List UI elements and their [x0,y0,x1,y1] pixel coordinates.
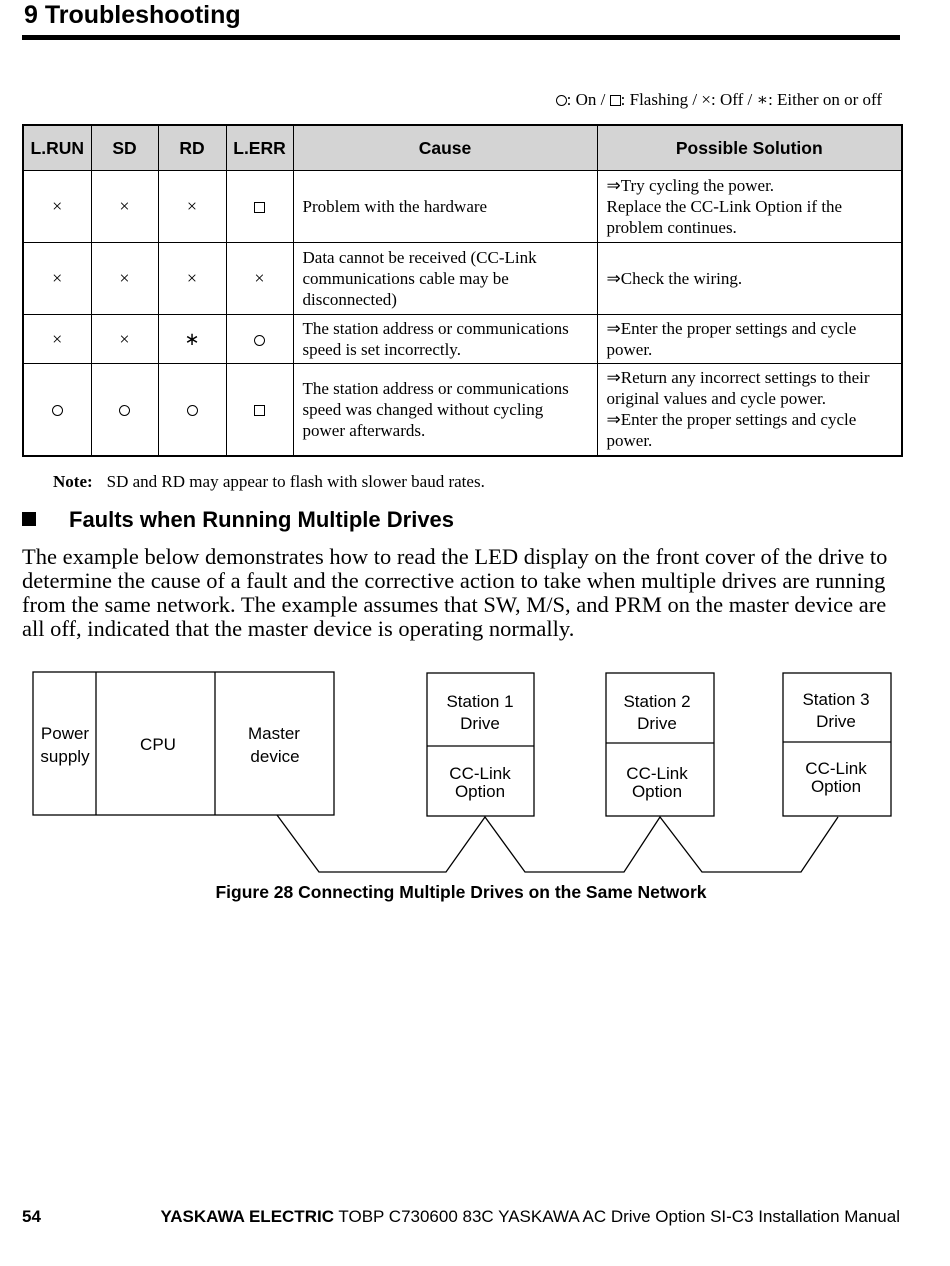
solution-cell [597,315,902,364]
led-off-icon: × [52,328,63,349]
led-off-icon: × [52,268,63,288]
station-1-option: Option [454,782,506,801]
power-supply-label: Power [40,724,90,743]
station-1-option: CC-Link [449,764,511,783]
led-on-icon [556,95,567,106]
power-supply-label: supply [40,747,90,766]
note-text: SD and RD may appear to flash with slower baud rates. [106,472,485,491]
legend-on: : On / [566,90,610,109]
solution-cell [597,243,902,315]
master-device-label: Master [248,724,300,743]
led-on-icon [52,405,63,416]
led-off-icon: × [701,90,711,109]
table-row [23,243,902,315]
legend-either: : Either on or off [768,90,882,109]
solution-cell [597,171,902,243]
led-cell-rd [158,171,226,243]
station-3-name: Drive [816,712,856,731]
led-either-icon: ∗ [756,90,769,109]
station-3-name: Station 3 [802,690,870,709]
solution-line: ⇒Check the wiring. [606,269,743,288]
section-heading [22,507,454,533]
cause-cell: The station address or communications speed was changed without cycling power afterwards. [293,364,597,456]
led-off-icon: × [119,196,130,216]
station-3-option: Option [810,777,862,796]
led-on-icon [254,335,265,346]
led-flashing-icon [610,95,621,106]
led-cell-lerr [226,364,293,456]
page-number: 54 [22,1207,41,1226]
footer-brand: YASKAWA ELECTRIC [160,1207,334,1226]
table-header-row [23,125,902,171]
table-row [23,315,902,364]
led-off-icon: × [119,268,130,288]
master-device-label: device [250,747,300,766]
solution-cell [597,364,902,456]
led-cell-sd [91,315,158,364]
table-row [23,171,902,243]
solution-line: ⇒Enter the proper settings and cycle power. [606,319,857,359]
station-2-option: CC-Link [626,764,688,783]
led-flashing-icon [254,405,265,416]
station-2-name: Drive [637,714,677,733]
led-cell-lrun [23,315,91,364]
master-unit-box [33,672,334,815]
legend-off: : Off / [711,90,757,109]
led-cell-lrun [23,171,91,243]
led-cell-sd [91,171,158,243]
page-header [22,0,900,40]
table-note [53,472,485,492]
legend-flashing: : Flashing / [620,90,702,109]
led-cell-sd [91,364,158,456]
led-cell-lerr [226,243,293,315]
page-title: 9 Troubleshooting [24,1,241,29]
station-2-option: Option [631,782,683,801]
led-either-icon: ∗ [184,328,200,349]
led-off-icon: × [186,268,198,288]
led-off-icon: × [119,328,130,349]
body-paragraph: The example below demonstrates how to read the LED display on the front cover of the drive to determine the cause of a fault and the corrective action to take when multiple drives are running from the same network. The example assumes that SW, M/S, and PRM on the master device are all off, indicated that the master device is operating normally. [22,544,888,641]
solution-line: Replace the CC-Link Option if the problem continues. [606,197,843,237]
led-on-icon [119,405,130,416]
network-diagram [0,660,950,880]
led-cell-rd [158,243,226,315]
column-header-solution: Possible Solution [597,125,902,171]
cause-cell: Data cannot be received (CC-Link communications cable may be disconnected) [293,243,597,315]
station-1-name: Station 1 [446,692,514,711]
led-cell-lrun [23,364,91,456]
station-2-name: Station 2 [623,692,691,711]
led-flashing-icon [254,202,265,213]
station-3-option: CC-Link [805,759,867,778]
footer-doc: TOBP C730600 83C YASKAWA AC Drive Option SI-C3 Installation Manual [333,1207,900,1226]
led-off-icon: × [186,196,198,216]
led-troubleshooting-table [22,124,903,457]
cause-cell: The station address or communications speed is set incorrectly. [293,315,597,364]
document-reference [160,1207,900,1227]
table-row [23,364,902,456]
column-header-lrun: L.RUN [23,125,91,171]
figure-caption: Figure 28 Connecting Multiple Drives on the Same Network [215,882,707,902]
led-off-icon: × [52,196,63,216]
led-cell-lerr [226,315,293,364]
table-body [23,171,902,456]
solution-line: ⇒Try cycling the power. [606,176,775,195]
square-bullet-icon [22,512,36,526]
led-cell-lerr [226,171,293,243]
column-header-cause: Cause [293,125,597,171]
led-cell-rd [158,364,226,456]
led-off-icon: × [254,268,265,288]
network-cable [277,815,838,872]
column-header-sd: SD [91,125,158,171]
led-cell-lrun [23,243,91,315]
note-label: Note: [53,472,93,491]
column-header-lerr: L.ERR [226,125,293,171]
section-title: Faults when Running Multiple Drives [69,507,455,532]
led-cell-sd [91,243,158,315]
solution-line: ⇒Return any incorrect settings to their original values and cycle power. [606,368,870,409]
cpu-label: CPU [140,735,176,754]
column-header-rd: RD [158,125,226,171]
solution-line: ⇒Enter the proper settings and cycle power. [606,410,857,451]
cause-cell: Problem with the hardware [293,171,597,243]
station-1-name: Drive [460,714,500,733]
led-symbol-legend [556,90,882,110]
led-on-icon [187,405,198,416]
led-cell-rd [158,315,226,364]
